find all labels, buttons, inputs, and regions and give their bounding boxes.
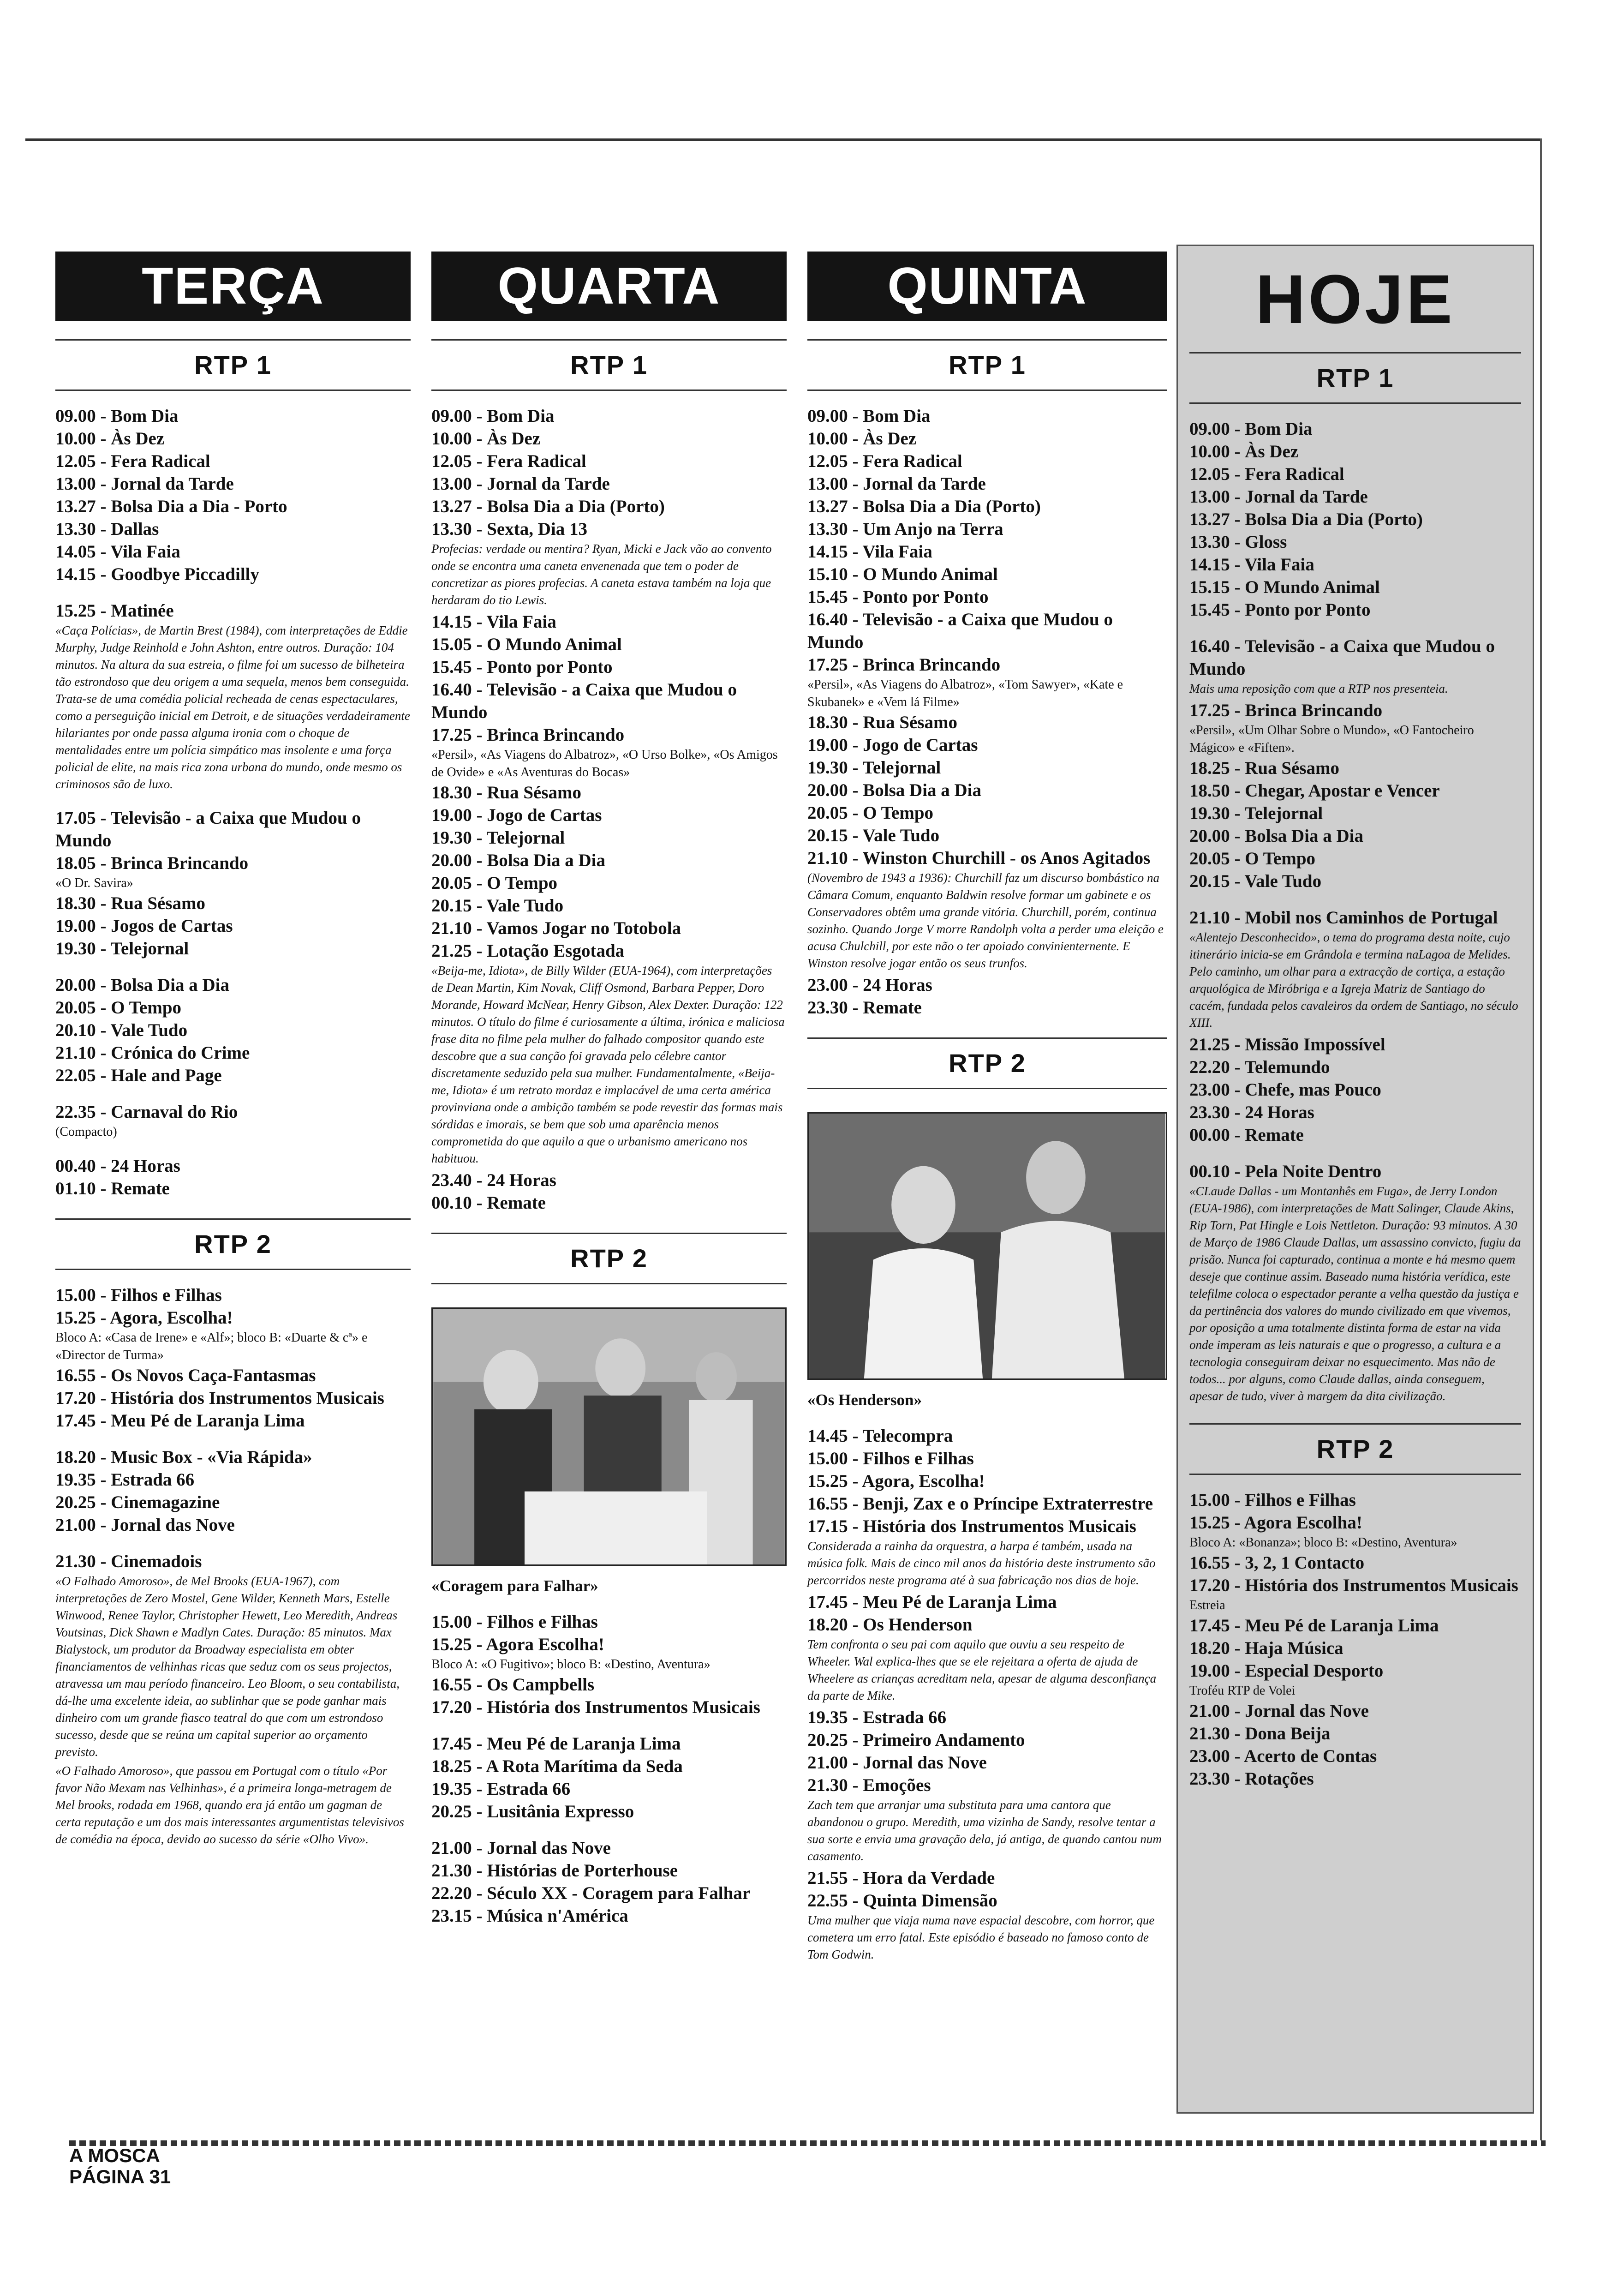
list-item: 18.05 - Brinca Brincando <box>55 853 249 873</box>
list-item: 20.05 - O Tempo <box>1189 849 1316 869</box>
list-item: 21.00 - Jornal das Nove <box>807 1753 987 1773</box>
list <box>55 1446 411 1536</box>
list-item: 21.00 - Jornal das Nove <box>1189 1701 1369 1721</box>
list-item: 13.30 - Um Anjo na Terra <box>807 519 1003 539</box>
list-item: 13.30 - Sexta, Dia 13 <box>431 519 587 539</box>
list-item: 22.35 - Carnaval do Rio <box>55 1102 238 1122</box>
list-item: 17.15 - História dos Instrumentos Musicais <box>807 1516 1136 1536</box>
list-item: 13.00 - Jornal da Tarde <box>1189 487 1368 507</box>
list-item: 00.10 - Remate <box>431 1193 546 1213</box>
list-item: 21.10 - Mobil nos Caminhos de Portugal <box>1189 908 1498 928</box>
list-item: 18.50 - Chegar, Apostar e Vencer <box>1189 781 1440 801</box>
photo-caption: «Os Henderson» <box>807 1391 922 1409</box>
program-subtitle: «Persil», «As Viagens do Albatroz», «O Urso Bolke», «Os Amigos de Ovide» e «As Aventuras do Bocas» <box>431 748 778 779</box>
list-item: 21.00 - Jornal das Nove <box>431 1838 611 1858</box>
list-item: 17.25 - Brinca Brincando <box>1189 701 1383 720</box>
channel-header: RTP 2 <box>807 1037 1167 1089</box>
day-header-terca: TERÇA <box>55 252 411 321</box>
list-item: 10.00 - Às Dez <box>1189 442 1299 461</box>
list-item: 19.00 - Jogo de Cartas <box>431 805 602 825</box>
list-item: 14.15 - Vila Faia <box>431 612 556 632</box>
list-item: 15.00 - Filhos e Filhas <box>431 1612 598 1632</box>
program-description: Mais uma reposição com que a RTP nos presenteia. <box>1189 682 1448 695</box>
list-item: 23.30 - 24 Horas <box>1189 1103 1314 1122</box>
list-item: 17.25 - Brinca Brincando <box>807 655 1001 675</box>
list-item: 16.55 - Benji, Zax e o Príncipe Extraterrestre <box>807 1494 1153 1514</box>
list <box>1189 1489 1521 1534</box>
photo-os-henderson <box>807 1112 1167 1380</box>
list-item: 13.00 - Jornal da Tarde <box>55 474 234 494</box>
list-item: 00.40 - 24 Horas <box>55 1156 180 1176</box>
channel-header: RTP 2 <box>1189 1423 1521 1475</box>
list-item: 17.20 - História dos Instrumentos Musicais <box>431 1697 760 1717</box>
list-item: 14.15 - Vila Faia <box>807 542 932 562</box>
list <box>807 1867 1167 1912</box>
list-item: 16.40 - Televisão - a Caixa que Mudou o Mundo <box>1189 636 1495 679</box>
channel-header: RTP 1 <box>55 339 411 391</box>
list-item: 20.00 - Bolsa Dia a Dia <box>431 851 606 870</box>
list-item: 14.45 - Telecompra <box>807 1426 953 1446</box>
footer-decoration <box>69 2140 1546 2146</box>
list <box>1189 757 1521 893</box>
list <box>431 1837 787 1927</box>
list-item: 10.00 - Às Dez <box>55 429 165 449</box>
channel-header: RTP 1 <box>431 339 787 391</box>
list-item: 17.20 - História dos Instrumentos Musicais <box>1189 1576 1518 1595</box>
list <box>1189 1614 1521 1682</box>
list-item: 19.30 - Telejornal <box>807 758 941 778</box>
list <box>807 711 1167 869</box>
list-item: 20.25 - Lusitânia Expresso <box>431 1802 634 1822</box>
list-item: 09.00 - Bom Dia <box>807 406 931 426</box>
list-item: 21.30 - Dona Beija <box>1189 1724 1331 1744</box>
list-item: 00.00 - Remate <box>1189 1125 1304 1145</box>
list-item: 22.55 - Quinta Dimensão <box>807 1891 997 1911</box>
list-item: 20.05 - O Tempo <box>431 873 558 893</box>
list <box>807 1706 1167 1797</box>
list-item: 21.10 - Winston Churchill - os Anos Agitados <box>807 848 1151 868</box>
program-description: Uma mulher que viaja numa nave espacial descobre, com horror, que cometera um erro fatal. Este episódio é baseado no famoso conto de Tom Godwin. <box>807 1913 1155 1961</box>
list-item: 19.35 - Estrada 66 <box>55 1470 195 1490</box>
list-item: 13.27 - Bolsa Dia a Dia (Porto) <box>431 497 665 516</box>
program-description: (Novembro de 1943 a 1936): Churchill faz um discurso bombástico na Câmara Comum, enquanto Baldwin resolve formar um gabinete e os Conservadores obtêm uma grande vitória. Churchill, porém, continua sozinho. Quando Jorge V morre Randolph volta a perder uma eleição e acusa Chulchill, por este não o ter apoiado convinienternente. E Winston resolve jogar então os seus trunfos. <box>807 871 1164 970</box>
list-item: 13.30 - Gloss <box>1189 532 1287 552</box>
list-item: 22.05 - Hale and Page <box>55 1066 222 1085</box>
program-description: «Alentejo Desconhecido», o tema do programa desta noite, cujo itinerário inicia-se em Grândola e termina naLagoa de Melides. Pelo caminho, um olhar para a extracção de cortiça, a estação arquológica de Miróbriga e a Igreja Matriz de Santiago do cacém, fundada pelos cavaleiros da ordem de Santiago, no século XIII. <box>1189 930 1518 1030</box>
list-item: 13.27 - Bolsa Dia a Dia - Porto <box>55 497 287 516</box>
list <box>431 611 787 746</box>
program-subtitle: (Compacto) <box>55 1125 117 1139</box>
program-description: «Beija-me, Idiota», de Billy Wilder (EUA-1964), com interpretações de Dean Martin, Kim Novak, Cliff Osmond, Barbara Pepper, Doro Morande, Howard McNear, Henry Gibson, Alex Dexter. Duração: 122 minutos. O título do filme é curiosamente a última, irónica e maliciosa frase dita no filme pela mulher do falhado compositor quando este descobre que a sua canção foi gravada pelo célebre cantor discretamente seduzido pela sua mulher. Fundamentalmente, «Beija-me, Idiota» é um retrato mordaz e implacável de uma certa américa provinviana onde a ambição também se pode revestir das formas mais sórdidas e imorais, se bem que sob uma aparência menos comprometida do que aquilo a que o urbanismo americano nos habituou. <box>431 964 785 1165</box>
list-item: 17.45 - Meu Pé de Laranja Lima <box>55 1411 305 1431</box>
list-item: 20.00 - Bolsa Dia a Dia <box>807 780 982 800</box>
list-item: 23.30 - Remate <box>807 998 922 1018</box>
list-item: 20.15 - Vale Tudo <box>807 826 940 845</box>
page-frame-right <box>1540 138 1542 2141</box>
list-item: 10.00 - Às Dez <box>807 429 917 449</box>
list-item: 10.00 - Às Dez <box>431 429 541 449</box>
list-item: 15.05 - O Mundo Animal <box>431 635 622 654</box>
list-item: 21.30 - Emoções <box>807 1775 931 1795</box>
photo-coragem-para-falhar <box>431 1307 787 1566</box>
list-item: 20.05 - O Tempo <box>55 998 182 1018</box>
list-item: 17.45 - Meu Pé de Laranja Lima <box>1189 1616 1439 1636</box>
list <box>55 974 411 1087</box>
list-item: 22.20 - Século XX - Coragem para Falhar <box>431 1883 751 1903</box>
list-item: 21.10 - Vamos Jogar no Totobola <box>431 918 681 938</box>
list <box>807 974 1167 1019</box>
list-item: 00.10 - Pela Noite Dentro <box>1189 1162 1382 1181</box>
program-description: «O Falhado Amoroso», que passou em Portugal com o título «Por favor Não Mexam nas Velhinhas», é a primeira longa-metragem de Mel brooks, rodada em 1968, quando era já então um gagman de certa reputação e um dos mais interessantes argumentistas televisivos de comédia na época, devido ao sucesso da série «Olho Vivo». <box>55 1764 404 1846</box>
list-item: 18.20 - Os Henderson <box>807 1615 973 1635</box>
list-item: 15.25 - Agora Escolha! <box>1189 1513 1362 1533</box>
list <box>55 405 411 586</box>
list-item: 18.20 - Music Box - «Via Rápida» <box>55 1447 312 1467</box>
footer-page: PÁGINA 31 <box>69 2166 171 2187</box>
program-subtitle: Bloco A: «O Fugitivo»; bloco B: «Destino, Aventura» <box>431 1657 710 1672</box>
list-item: 12.05 - Fera Radical <box>1189 464 1344 484</box>
list-item: 17.45 - Meu Pé de Laranja Lima <box>431 1734 681 1754</box>
channel-header: RTP 2 <box>55 1218 411 1270</box>
list <box>1189 418 1521 621</box>
list-item: 20.15 - Vale Tudo <box>431 896 564 916</box>
list-item: 20.05 - O Tempo <box>807 803 934 823</box>
list-item: 23.00 - 24 Horas <box>807 975 932 995</box>
list <box>431 1169 787 1214</box>
list-item: 13.27 - Bolsa Dia a Dia (Porto) <box>807 497 1041 516</box>
program-description: Zach tem que arranjar uma substituta para uma cantora que abandonou o grupo. Meredith, uma vizinha de Sandy, resolve tentar a sua sorte e envia uma gravação dela, já antiga, de quando cantou num casamento. <box>807 1798 1162 1863</box>
list-item: 21.30 - Cinemadois <box>55 1552 202 1571</box>
program-subtitle: «Persil», «Um Olhar Sobre o Mundo», «O Fantocheiro Mágico» e «Fiften». <box>1189 723 1474 755</box>
list-item: 16.55 - 3, 2, 1 Contacto <box>1189 1553 1365 1573</box>
list <box>431 1611 787 1656</box>
list-item: 20.00 - Bolsa Dia a Dia <box>55 975 230 995</box>
list <box>55 1364 411 1432</box>
list-item: 20.25 - Primeiro Andamento <box>807 1730 1025 1750</box>
list <box>807 1425 1167 1538</box>
list-item: 19.00 - Jogo de Cartas <box>807 735 978 755</box>
list <box>431 781 787 962</box>
list-item: 15.45 - Ponto por Ponto <box>431 657 613 677</box>
list-item: 21.00 - Jornal das Nove <box>55 1515 235 1535</box>
column-quarta <box>431 252 787 1927</box>
footer <box>69 2145 171 2187</box>
list-item: 18.30 - Rua Sésamo <box>55 893 206 913</box>
list <box>431 1673 787 1719</box>
list-item: 22.20 - Telemundo <box>1189 1057 1330 1077</box>
list-item: 19.30 - Telejornal <box>1189 803 1323 823</box>
program-description: Profecias: verdade ou mentira? Ryan, Micki e Jack vão ao convento onde se encontra uma caneta envenenada que tem o poder de concretizar as piores profecias. A caneta estava também na loja que herdaram do tio Lewis. <box>431 542 772 607</box>
list-item: 14.15 - Goodbye Piccadilly <box>55 564 259 584</box>
list-item: 21.10 - Crónica do Crime <box>55 1043 250 1063</box>
list-item: 12.05 - Fera Radical <box>807 451 962 471</box>
program-subtitle: Estreia <box>1189 1598 1225 1612</box>
channel-header: RTP 2 <box>431 1233 787 1284</box>
list-item: 17.45 - Meu Pé de Laranja Lima <box>807 1592 1057 1612</box>
list-item: 13.30 - Dallas <box>55 519 159 539</box>
list <box>1189 1700 1521 1790</box>
column-quinta <box>807 252 1167 1965</box>
program-subtitle: Bloco A: «Bonanza»; bloco B: «Destino, Aventura» <box>1189 1535 1457 1550</box>
list <box>1189 1033 1521 1146</box>
list-item: 14.05 - Vila Faia <box>55 542 180 562</box>
program-description: Considerada a rainha da orquestra, a harpa é também, usada na música folk. Mais de cinco mil anos da história deste instrumento são percorridos neste programa até à sua fabricação nos dias de hoje. <box>807 1539 1156 1587</box>
list-item: 23.15 - Música n'América <box>431 1906 628 1926</box>
list-item: 17.25 - Brinca Brincando <box>431 725 625 745</box>
list-item: 19.30 - Telejornal <box>55 939 189 959</box>
day-header-quinta: QUINTA <box>807 252 1167 321</box>
list-item: 14.15 - Vila Faia <box>1189 555 1314 575</box>
channel-header: RTP 1 <box>1189 352 1521 404</box>
program-subtitle: Bloco A: «Casa de Irene» e «Alf»; bloco B: «Duarte & cª» e «Director de Turma» <box>55 1330 368 1362</box>
list <box>55 892 411 960</box>
list-item: 18.30 - Rua Sésamo <box>807 713 958 732</box>
column-terca <box>55 252 411 1850</box>
program-subtitle: «O Dr. Savira» <box>55 876 133 890</box>
list-item: 12.05 - Fera Radical <box>431 451 586 471</box>
page-frame-top <box>25 138 1541 141</box>
program-subtitle: Troféu RTP de Volei <box>1189 1684 1296 1698</box>
list-item: 15.00 - Filhos e Filhas <box>1189 1490 1356 1510</box>
program-description: «O Falhado Amoroso», de Mel Brooks (EUA-1967), com interpretações de Zero Mostel, Gene Wilder, Kenneth Mars, Estelle Winwood, Renee Taylor, Christopher Hewett, Leo Meredith, Andreas Voutsinas, Dick Shawn e Madlyn Cates. Duração: 85 minutos. Max Bialystock, um produtor da Broadway especialista em obter financiamentos de velhinhas ricas que seduz com os seus projectos, atravessa um mau período financeiro. Leo Bloom, o seu contabilista, dá-lhe uma excelente ideia, ao sublinhar que se pode ganhar mais dinheiro com um grande fiasco teatral do que com um estrondoso sucesso, desde que se reúna um capital superior ao orçamento previsto. <box>55 1574 400 1759</box>
list-item: 19.00 - Jogos de Cartas <box>55 916 233 936</box>
column-hoje <box>1176 245 1534 2114</box>
footer-brand: A MOSCA <box>69 2145 160 2166</box>
program-description: Tem confronta o seu pai com aquilo que ouviu a seu respeito de Wheeler. Wal explica-lhes que se ele rejeitara a oferta de ajuda de Wheelere as crianças acreditam nela, apesar de alguma desconfiança da parte de Mike. <box>807 1637 1157 1702</box>
list-item: 21.55 - Hora da Verdade <box>807 1868 995 1888</box>
list-item: 15.25 - Agora Escolha! <box>431 1635 604 1654</box>
list-item: 16.55 - Os Campbells <box>431 1675 595 1695</box>
list-item: 15.00 - Filhos e Filhas <box>807 1449 974 1468</box>
list <box>55 807 411 875</box>
list-item: 19.35 - Estrada 66 <box>807 1708 947 1727</box>
list-item: 15.00 - Filhos e Filhas <box>55 1285 222 1305</box>
list-item: 23.00 - Chefe, mas Pouco <box>1189 1080 1381 1100</box>
list-item: 18.30 - Rua Sésamo <box>431 783 582 803</box>
list <box>1189 699 1521 722</box>
list-item: 09.00 - Bom Dia <box>55 406 179 426</box>
day-header-quarta: QUARTA <box>431 252 787 321</box>
list-item: 21.30 - Histórias de Porterhouse <box>431 1861 678 1881</box>
list-item: 17.20 - História dos Instrumentos Musicais <box>55 1388 384 1408</box>
program-subtitle: «Persil», «As Viagens do Albatroz», «Tom Sawyer», «Kate e Skubanek» e «Vem lá Filme» <box>807 677 1123 709</box>
list-item: 15.25 - Matinée <box>55 601 174 621</box>
list-item: 21.25 - Lotação Esgotada <box>431 941 625 961</box>
list <box>1189 1552 1521 1597</box>
list-item: 15.15 - O Mundo Animal <box>1189 577 1380 597</box>
list-item: 15.25 - Agora, Escolha! <box>55 1308 233 1328</box>
list-item: 23.40 - 24 Horas <box>431 1170 556 1190</box>
list-item: 20.10 - Vale Tudo <box>55 1020 188 1040</box>
list-item: 13.00 - Jornal da Tarde <box>431 474 610 494</box>
list-item: 16.40 - Televisão - a Caixa que Mudou o Mundo <box>431 680 737 722</box>
list-item: 16.55 - Os Novos Caça-Fantasmas <box>55 1366 316 1385</box>
list-item: 20.15 - Vale Tudo <box>1189 871 1322 891</box>
list <box>431 405 787 540</box>
list-item: 20.25 - Cinemagazine <box>55 1492 220 1512</box>
list <box>55 1284 411 1329</box>
list-item: 19.00 - Especial Desporto <box>1189 1661 1384 1681</box>
list-item: 18.25 - A Rota Marítima da Seda <box>431 1756 683 1776</box>
list-item: 17.05 - Televisão - a Caixa que Mudou o Mundo <box>55 808 361 851</box>
program-description: «CLaude Dallas - um Montanhês em Fuga», de Jerry London (EUA-1986), com interpretações de Matt Salinger, Claude Akins, Rip Torn, Pat Hingle e Lois Nettleton. Duração: 93 minutos. A 30 de Março de 1986 Claude Dallas, um assassino convicto, fugiu da prisão. Nunca foi capturado, continua a monte e há mesmo quem deseje que continue assim. Baseado numa história verídica, este telefilme coloca o espectador perante a velha questão da justiça e da pertinência dos valores do mundo civilizado em que vivemos, por oposição a uma totalmente distinta forma de estar na vida onde imperam as leis naturais e que o progresso, a cultura e a tecnologia conseguiram deixar no esquecimento. Mas não de todos... por alguns, como Claude dallas, ainda conseguem, apesar de tudo, viver à margem da dita civilização. <box>1189 1184 1521 1403</box>
list-item: 19.30 - Telejornal <box>431 828 565 848</box>
list-item: 09.00 - Bom Dia <box>1189 419 1313 439</box>
list-item: 18.20 - Haja Música <box>1189 1638 1343 1658</box>
list-item: 15.25 - Agora, Escolha! <box>807 1471 985 1491</box>
list <box>807 405 1167 676</box>
list-item: 09.00 - Bom Dia <box>431 406 555 426</box>
list-item: 15.45 - Ponto por Ponto <box>1189 600 1371 620</box>
list-item: 18.25 - Rua Sésamo <box>1189 758 1340 778</box>
list-item: 23.00 - Acerto de Contas <box>1189 1746 1377 1766</box>
list-item: 13.27 - Bolsa Dia a Dia (Porto) <box>1189 509 1423 529</box>
list-item: 15.45 - Ponto por Ponto <box>807 587 989 607</box>
channel-header: RTP 1 <box>807 339 1167 391</box>
list-item: 12.05 - Fera Radical <box>55 451 210 471</box>
list-item: 20.00 - Bolsa Dia a Dia <box>1189 826 1364 846</box>
list <box>807 1591 1167 1636</box>
program-description: «Caça Polícias», de Martin Brest (1984), com interpretações de Eddie Murphy, Judge Reinhold e John Ashton, entre outros. Duração: 104 minutos. Na altura da sua estreia, o filme foi um sucesso de bilheteira tão estrondoso que deu origem a uma sequela, menos bem conseguida. Trata-se de uma comédia policial recheada de cenas espectaculares, como a perseguição inicial em Detroit, e de situações verdadeiramente hilariantes por onde passa alguma ironia com o choque de mentalidades entre um polícia simpático mas insolente e uma força policial de elite, na mais rica zona urbana do mundo, onde mesmo os criminosos são de luxo. <box>55 623 410 791</box>
list-item: 13.00 - Jornal da Tarde <box>807 474 986 494</box>
list-item: 15.10 - O Mundo Animal <box>807 564 998 584</box>
photo-caption: «Coragem para Falhar» <box>431 1577 598 1595</box>
day-header-hoje: HOJE <box>1255 260 1455 338</box>
list <box>431 1732 787 1823</box>
list-item: 01.10 - Remate <box>55 1179 170 1198</box>
list-item: 23.30 - Rotações <box>1189 1769 1314 1789</box>
list <box>55 1155 411 1200</box>
list-item: 21.25 - Missão Impossível <box>1189 1035 1385 1055</box>
list-item: 16.40 - Televisão - a Caixa que Mudou o Mundo <box>807 610 1113 652</box>
list-item: 19.35 - Estrada 66 <box>431 1779 571 1799</box>
